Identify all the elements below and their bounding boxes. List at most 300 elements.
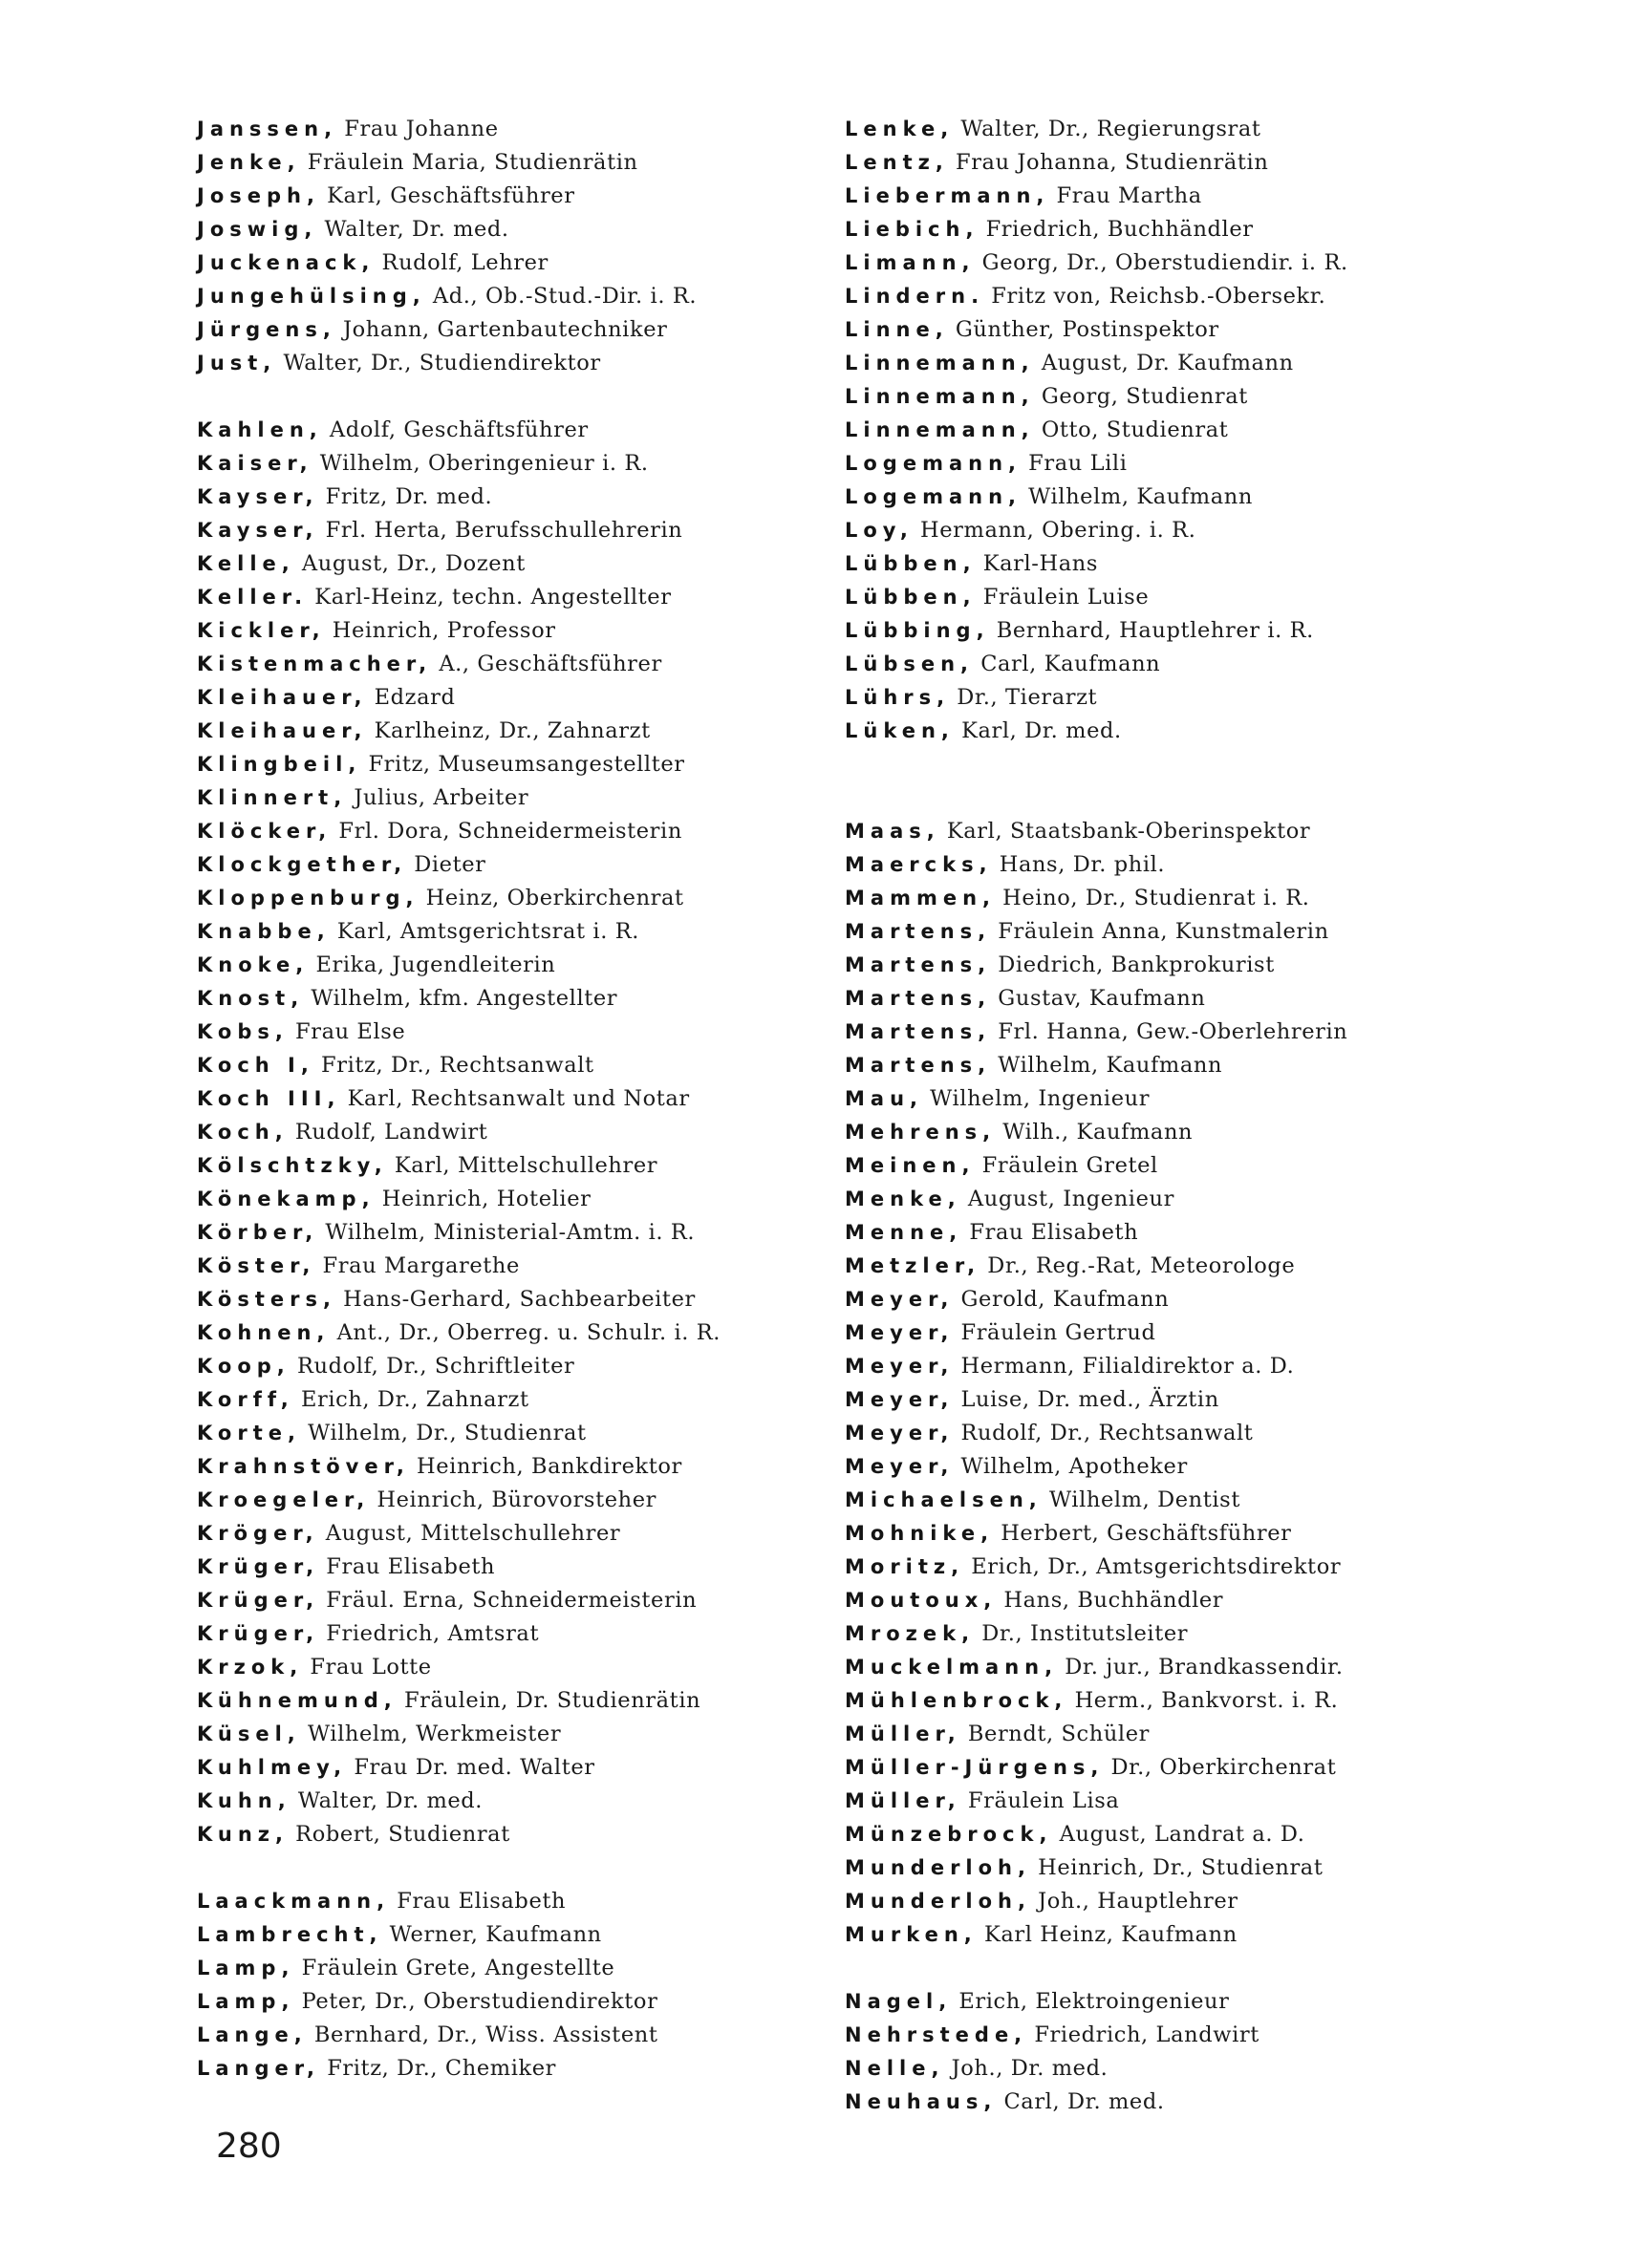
entry-details: Erich, Dr., Zahnarzt [300, 1387, 529, 1412]
entry-surname: Meinen, [845, 1154, 976, 1177]
entry-surname: Logemann, [845, 485, 1022, 508]
entry-surname: Janssen, [197, 118, 338, 140]
directory-entry [197, 882, 828, 915]
entry-surname: Knost, [197, 987, 305, 1010]
entry-surname: Martens, [845, 920, 992, 943]
entry-details: Walter, Dr. med. [297, 1788, 484, 1813]
entry-details: Frau Johanne [344, 117, 499, 141]
entry-surname: Müller, [845, 1789, 961, 1812]
directory-entry [845, 715, 1456, 748]
entry-surname: Kuhn, [197, 1789, 291, 1812]
entry-surname: Krahnstöver, [197, 1455, 410, 1478]
entry-surname: Loy, [845, 519, 914, 542]
entry-details: Karl-Heinz, techn. Angestellter [314, 585, 672, 610]
directory-entry [845, 882, 1456, 915]
entry-surname: Mammen, [845, 887, 997, 909]
directory-entry [197, 1016, 828, 1049]
directory-entry [197, 815, 828, 848]
entry-surname: Just, [197, 352, 277, 374]
entry-surname: Joswig, [197, 218, 318, 241]
entry-surname: Korte, [197, 1422, 301, 1444]
section-gap [845, 781, 1456, 815]
entry-details: Georg, Dr., Oberstudiendir. i. R. [981, 250, 1348, 275]
entry-surname: Linnemann, [845, 385, 1035, 408]
directory-entry [197, 1183, 828, 1216]
directory-entry [845, 1818, 1456, 1851]
entry-surname: Lamp, [197, 1990, 295, 2013]
entry-surname: Nelle, [845, 2057, 945, 2080]
entry-surname: Kroegeler, [197, 1488, 371, 1511]
entry-surname: Kayser, [197, 485, 319, 508]
directory-entry [845, 313, 1456, 347]
entry-surname: Koch I, [197, 1054, 314, 1077]
entry-surname: Meyer, [845, 1388, 955, 1411]
entry-details: Carl, Dr. med. [1003, 2089, 1165, 2114]
entry-details: Wilhelm, Ministerial-Amtm. i. R. [325, 1220, 696, 1245]
directory-entry [197, 1316, 828, 1350]
entry-details: Fritz, Dr. med. [325, 484, 493, 509]
entry-details: Bernhard, Hauptlehrer i. R. [996, 618, 1314, 643]
entry-surname: Lange, [197, 2023, 308, 2046]
directory-entry [197, 1082, 828, 1116]
directory-entry [197, 1885, 828, 1918]
directory-entry [197, 614, 828, 648]
directory-entry [197, 1785, 828, 1818]
entry-details: Wilhelm, kfm. Angestellter [311, 986, 618, 1011]
directory-entry [845, 1049, 1456, 1082]
entry-details: Berndt, Schüler [967, 1722, 1151, 1746]
entry-details: Erich, Dr., Amtsgerichtsdirektor [971, 1554, 1342, 1579]
entry-surname: Kösters, [197, 1288, 336, 1311]
directory-entry [845, 949, 1456, 982]
entry-surname: Lenke, [845, 118, 955, 140]
entry-details: Frau Martha [1056, 183, 1202, 208]
entry-surname: Meyer, [845, 1455, 955, 1478]
entry-surname: Kohnen, [197, 1321, 331, 1344]
entry-surname: Moutoux, [845, 1589, 998, 1612]
directory-entry [845, 1517, 1456, 1551]
entry-surname: Murken, [845, 1923, 978, 1946]
entry-surname: Lührs, [845, 686, 951, 709]
directory-entry [845, 1885, 1456, 1918]
directory-entry [845, 614, 1456, 648]
entry-surname: Munderloh, [845, 1856, 1031, 1879]
entry-details: Dr., Tierarzt [957, 685, 1098, 710]
directory-entry [845, 1718, 1456, 1751]
directory-entry [197, 180, 828, 213]
entry-details: Gustav, Kaufmann [998, 986, 1206, 1011]
entry-surname: Jungehülsing, [197, 285, 426, 308]
entry-details: Rudolf, Lehrer [381, 250, 549, 275]
entry-details: Fräul. Erna, Schneidermeisterin [326, 1588, 698, 1613]
directory-entry [845, 815, 1456, 848]
entry-details: Walter, Dr., Studiendirektor [283, 351, 601, 375]
directory-entry [845, 1584, 1456, 1617]
entry-details: Wilhelm, Ingenieur [930, 1086, 1151, 1111]
entry-details: Fräulein Lisa [967, 1788, 1120, 1813]
directory-entry [845, 246, 1456, 280]
directory-entry [197, 246, 828, 280]
directory-entry [197, 1383, 828, 1417]
entry-details: A., Geschäftsführer [439, 652, 662, 676]
entry-details: Ad., Ob.-Stud.-Dir. i. R. [432, 284, 698, 309]
entry-surname: Mohnike, [845, 1522, 995, 1545]
entry-details: Johann, Gartenbautechniker [342, 317, 668, 342]
entry-surname: Kobs, [197, 1020, 289, 1043]
directory-entry [197, 949, 828, 982]
directory-entry [845, 481, 1456, 514]
entry-surname: Laackmann, [197, 1890, 391, 1913]
directory-entry [845, 1183, 1456, 1216]
directory-entry [197, 715, 828, 748]
section-gap [845, 1952, 1456, 1985]
directory-entry [197, 1049, 828, 1082]
directory-entry [845, 1350, 1456, 1383]
entry-details: Fräulein, Dr. Studienrätin [403, 1688, 701, 1713]
directory-entry [845, 982, 1456, 1016]
directory-entry [845, 1283, 1456, 1316]
directory-entry [845, 1651, 1456, 1684]
entry-surname: Müller-Jürgens, [845, 1756, 1105, 1779]
entry-surname: Krüger, [197, 1589, 320, 1612]
entry-details: Wilhelm, Dentist [1048, 1487, 1240, 1512]
directory-entry [845, 414, 1456, 447]
entry-details: Heinrich, Professor [332, 618, 556, 643]
directory-entry [197, 848, 828, 882]
section-gap [845, 748, 1456, 781]
entry-details: Friedrich, Amtsrat [326, 1621, 540, 1646]
entry-surname: Langer, [197, 2057, 321, 2080]
entry-surname: Kleihauer, [197, 686, 368, 709]
entry-details: Heinrich, Bürovorsteher [377, 1487, 657, 1512]
directory-entry [845, 681, 1456, 715]
entry-surname: Kühnemund, [197, 1689, 398, 1712]
directory-entry [197, 146, 828, 180]
entry-surname: Kistenmacher, [197, 653, 433, 675]
entry-details: Heinrich, Dr., Studienrat [1038, 1855, 1324, 1880]
entry-surname: Meyer, [845, 1321, 955, 1344]
entry-surname: Kunz, [197, 1823, 290, 1846]
entry-details: Adolf, Geschäftsführer [329, 417, 589, 442]
entry-surname: Munderloh, [845, 1890, 1031, 1913]
entry-surname: Koop, [197, 1355, 291, 1378]
directory-entry [845, 1383, 1456, 1417]
entry-details: Fräulein Luise [982, 585, 1150, 610]
directory-entry [197, 280, 828, 313]
entry-surname: Jenke, [197, 151, 301, 174]
entry-surname: Martens, [845, 953, 992, 976]
entry-details: Frl. Dora, Schneidermeisterin [338, 819, 682, 844]
entry-surname: Klöcker, [197, 820, 333, 843]
entry-details: Rudolf, Dr., Schriftleiter [296, 1354, 575, 1379]
entry-surname: Meyer, [845, 1355, 955, 1378]
entry-details: Karl, Dr. med. [961, 718, 1122, 743]
directory-entry [845, 2052, 1456, 2086]
entry-details: Dieter [414, 852, 486, 877]
entry-details: Karl, Rechtsanwalt und Notar [347, 1086, 690, 1111]
entry-surname: Klockgether, [197, 853, 408, 876]
directory-entry [845, 848, 1456, 882]
directory-entry [197, 1283, 828, 1316]
entry-details: Luise, Dr. med., Ärztin [960, 1387, 1219, 1412]
entry-details: Frau Lili [1028, 451, 1128, 476]
directory-entry [845, 1785, 1456, 1818]
directory-entry [197, 1918, 828, 1952]
directory-entry [197, 1684, 828, 1718]
entry-surname: Könekamp, [197, 1187, 376, 1210]
entry-details: Hans, Buchhändler [1003, 1588, 1224, 1613]
directory-entry [197, 2052, 828, 2086]
entry-surname: Knoke, [197, 953, 310, 976]
entry-surname: Keller. [197, 586, 309, 609]
directory-entry [845, 1985, 1456, 2019]
directory-entry [845, 1116, 1456, 1149]
entry-surname: Linne, [845, 318, 949, 341]
entry-surname: Metzler, [845, 1254, 981, 1277]
entry-details: Fräulein Gertrud [960, 1320, 1156, 1345]
entry-details: Hermann, Filialdirektor a. D. [960, 1354, 1295, 1379]
directory-entry [197, 347, 828, 380]
directory-entry [845, 1751, 1456, 1785]
entry-details: Diedrich, Bankprokurist [998, 952, 1275, 977]
entry-details: Karl, Mittelschullehrer [394, 1153, 658, 1178]
directory-entry [845, 213, 1456, 246]
entry-details: Herbert, Geschäftsführer [1001, 1521, 1292, 1546]
entry-surname: Mau, [845, 1087, 923, 1110]
entry-surname: Lindern. [845, 285, 985, 308]
entry-details: Erich, Elektroingenieur [958, 1989, 1230, 2014]
directory-entry [197, 1149, 828, 1183]
directory-entry [845, 1016, 1456, 1049]
entry-details: Friedrich, Landwirt [1034, 2022, 1259, 2047]
entry-details: Walter, Dr., Regierungsrat [960, 117, 1261, 141]
entry-details: Peter, Dr., Oberstudiendirektor [301, 1989, 658, 2014]
entry-details: Frau Lotte [310, 1655, 432, 1680]
directory-entry [845, 648, 1456, 681]
entry-details: Frl. Herta, Berufsschullehrerin [325, 518, 683, 543]
entry-surname: Maas, [845, 820, 940, 843]
entry-surname: Kleihauer, [197, 719, 368, 742]
directory-entry [197, 1350, 828, 1383]
directory-entry [197, 1617, 828, 1651]
directory-entry [197, 1551, 828, 1584]
entry-surname: Koch, [197, 1121, 289, 1144]
entry-details: Dr., Reg.-Rat, Meteorologe [987, 1253, 1296, 1278]
directory-entry [845, 1617, 1456, 1651]
entry-surname: Lübbing, [845, 619, 990, 642]
entry-details: Heino, Dr., Studienrat i. R. [1002, 886, 1310, 910]
entry-details: Joh., Hauptlehrer [1038, 1889, 1238, 1914]
entry-details: Frau Elisabeth [969, 1220, 1139, 1245]
entry-details: Rudolf, Landwirt [294, 1120, 488, 1145]
directory-entry [197, 414, 828, 447]
directory-entry [197, 781, 828, 815]
entry-details: Heinz, Oberkirchenrat [425, 886, 684, 910]
directory-entry [845, 1684, 1456, 1718]
entry-details: Dr. jur., Brandkassendir. [1065, 1655, 1344, 1680]
entry-surname: Nehrstede, [845, 2023, 1028, 2046]
entry-surname: Menke, [845, 1187, 961, 1210]
directory-entry [197, 1216, 828, 1250]
entry-details: Fritz, Dr., Chemiker [327, 2056, 556, 2081]
directory-entry [197, 915, 828, 949]
entry-details: Wilhelm, Oberingenieur i. R. [319, 451, 649, 476]
entry-surname: Knabbe, [197, 920, 331, 943]
entry-surname: Logemann, [845, 452, 1022, 475]
directory-entry [197, 1517, 828, 1551]
directory-entry [845, 1551, 1456, 1584]
directory-entry [197, 1484, 828, 1517]
directory-entry [197, 481, 828, 514]
entry-surname: Kahlen, [197, 418, 323, 441]
entry-details: Werner, Kaufmann [389, 1922, 602, 1947]
entry-surname: Nagel, [845, 1990, 953, 2013]
directory-entry [197, 1985, 828, 2019]
right-column [845, 113, 1456, 2119]
entry-surname: Martens, [845, 987, 992, 1010]
directory-entry [845, 1250, 1456, 1283]
entry-surname: Krüger, [197, 1622, 320, 1645]
entry-details: Frau Dr. med. Walter [354, 1755, 595, 1780]
entry-details: Dr., Oberkirchenrat [1110, 1755, 1337, 1780]
entry-details: August, Mittelschullehrer [325, 1521, 621, 1546]
entry-surname: Moritz, [845, 1555, 965, 1578]
entry-surname: Korff, [197, 1388, 294, 1411]
directory-entry [197, 982, 828, 1016]
entry-surname: Lübben, [845, 552, 977, 575]
directory-entry [197, 547, 828, 581]
directory-entry [197, 581, 828, 614]
directory-entry [845, 581, 1456, 614]
directory-entry [845, 2019, 1456, 2052]
directory-entry [197, 1718, 828, 1751]
entry-details: Edzard [374, 685, 456, 710]
entry-details: Gerold, Kaufmann [960, 1287, 1170, 1312]
entry-details: Karl, Staatsbank-Oberinspektor [946, 819, 1311, 844]
directory-entry [197, 2019, 828, 2052]
directory-entry [197, 1952, 828, 1985]
entry-surname: Kölschtzky, [197, 1154, 388, 1177]
directory-entry [197, 313, 828, 347]
entry-surname: Linnemann, [845, 352, 1035, 374]
entry-surname: Lamp, [197, 1957, 295, 1979]
entry-surname: Kuhlmey, [197, 1756, 348, 1779]
entry-surname: Liebermann, [845, 184, 1050, 207]
directory-entry [845, 1149, 1456, 1183]
entry-details: Otto, Studienrat [1041, 417, 1229, 442]
entry-surname: Martens, [845, 1054, 992, 1077]
entry-details: Wilhelm, Apotheker [960, 1454, 1188, 1479]
directory-entry [197, 1417, 828, 1450]
entry-details: Heinrich, Bankdirektor [417, 1454, 682, 1479]
entry-surname: Juckenack, [197, 251, 376, 274]
directory-entry [845, 146, 1456, 180]
entry-surname: Kayser, [197, 519, 319, 542]
entry-surname: Lentz, [845, 151, 949, 174]
entry-surname: Mehrens, [845, 1121, 997, 1144]
entry-surname: Kickler, [197, 619, 326, 642]
entry-details: Frau Else [295, 1019, 406, 1044]
entry-surname: Kröger, [197, 1522, 319, 1545]
directory-entry [845, 347, 1456, 380]
directory-entry [197, 1250, 828, 1283]
entry-details: Dr., Institutsleiter [981, 1621, 1189, 1646]
entry-surname: Lüken, [845, 719, 955, 742]
directory-entry [845, 1450, 1456, 1484]
entry-surname: Muckelmann, [845, 1656, 1059, 1679]
entry-details: Wilh., Kaufmann [1002, 1120, 1194, 1145]
directory-entry [197, 1818, 828, 1851]
entry-surname: Mrozek, [845, 1622, 976, 1645]
entry-details: Fräulein Maria, Studienrätin [307, 150, 638, 175]
entry-surname: Linnemann, [845, 418, 1035, 441]
entry-surname: Kloppenburg, [197, 887, 420, 909]
directory-entry [845, 1918, 1456, 1952]
entry-details: Georg, Studienrat [1041, 384, 1248, 409]
directory-entry [845, 1484, 1456, 1517]
entry-details: Bernhard, Dr., Wiss. Assistent [313, 2022, 658, 2047]
entry-details: Fräulein Anna, Kunstmalerin [998, 919, 1329, 944]
page-number: 280 [216, 2127, 282, 2166]
directory-entry [197, 113, 828, 146]
entry-surname: Neuhaus, [845, 2090, 998, 2113]
entry-surname: Maercks, [845, 853, 993, 876]
entry-surname: Kelle, [197, 552, 295, 575]
directory-entry [845, 514, 1456, 547]
entry-surname: Limann, [845, 251, 976, 274]
entry-surname: Münzebrock, [845, 1823, 1053, 1846]
entry-details: Wilhelm, Kaufmann [998, 1053, 1223, 1078]
section-gap [197, 380, 828, 414]
entry-details: Friedrich, Buchhändler [985, 217, 1254, 242]
entry-details: Herm., Bankvorst. i. R. [1074, 1688, 1339, 1713]
entry-surname: Müller, [845, 1722, 961, 1745]
entry-details: August, Dr. Kaufmann [1041, 351, 1294, 375]
entry-surname: Jürgens, [197, 318, 336, 341]
directory-entry [845, 1216, 1456, 1250]
directory-entry [197, 213, 828, 246]
entry-details: Frau Elisabeth [326, 1554, 496, 1579]
directory-entry [845, 1082, 1456, 1116]
entry-details: Heinrich, Hotelier [381, 1187, 592, 1211]
directory-entry [845, 280, 1456, 313]
directory-entry [845, 1417, 1456, 1450]
directory-entry [197, 514, 828, 547]
entry-details: Wilhelm, Werkmeister [307, 1722, 562, 1746]
entry-surname: Mühlenbrock, [845, 1689, 1068, 1712]
entry-surname: Joseph, [197, 184, 320, 207]
entry-details: Karl, Amtsgerichtsrat i. R. [336, 919, 640, 944]
entry-details: Karl, Geschäftsführer [327, 183, 575, 208]
section-gap [197, 1851, 828, 1885]
directory-entry [197, 748, 828, 781]
entry-surname: Michaelsen, [845, 1488, 1043, 1511]
entry-details: Erika, Jugendleiterin [315, 952, 556, 977]
entry-details: Julius, Arbeiter [354, 785, 529, 810]
directory-entry [197, 1584, 828, 1617]
entry-details: Fräulein Gretel [981, 1153, 1158, 1178]
entry-details: Fritz, Dr., Rechtsanwalt [321, 1053, 594, 1078]
entry-details: August, Landrat a. D. [1059, 1822, 1305, 1847]
entry-details: Hans, Dr. phil. [999, 852, 1166, 877]
directory-entry [845, 2086, 1456, 2119]
entry-details: Frl. Hanna, Gew.-Oberlehrerin [998, 1019, 1348, 1044]
entry-details: Wilhelm, Dr., Studienrat [308, 1421, 587, 1445]
entry-surname: Meyer, [845, 1288, 955, 1311]
entry-details: Hermann, Obering. i. R. [920, 518, 1196, 543]
directory-entry [197, 447, 828, 481]
entry-details: Walter, Dr. med. [324, 217, 509, 242]
